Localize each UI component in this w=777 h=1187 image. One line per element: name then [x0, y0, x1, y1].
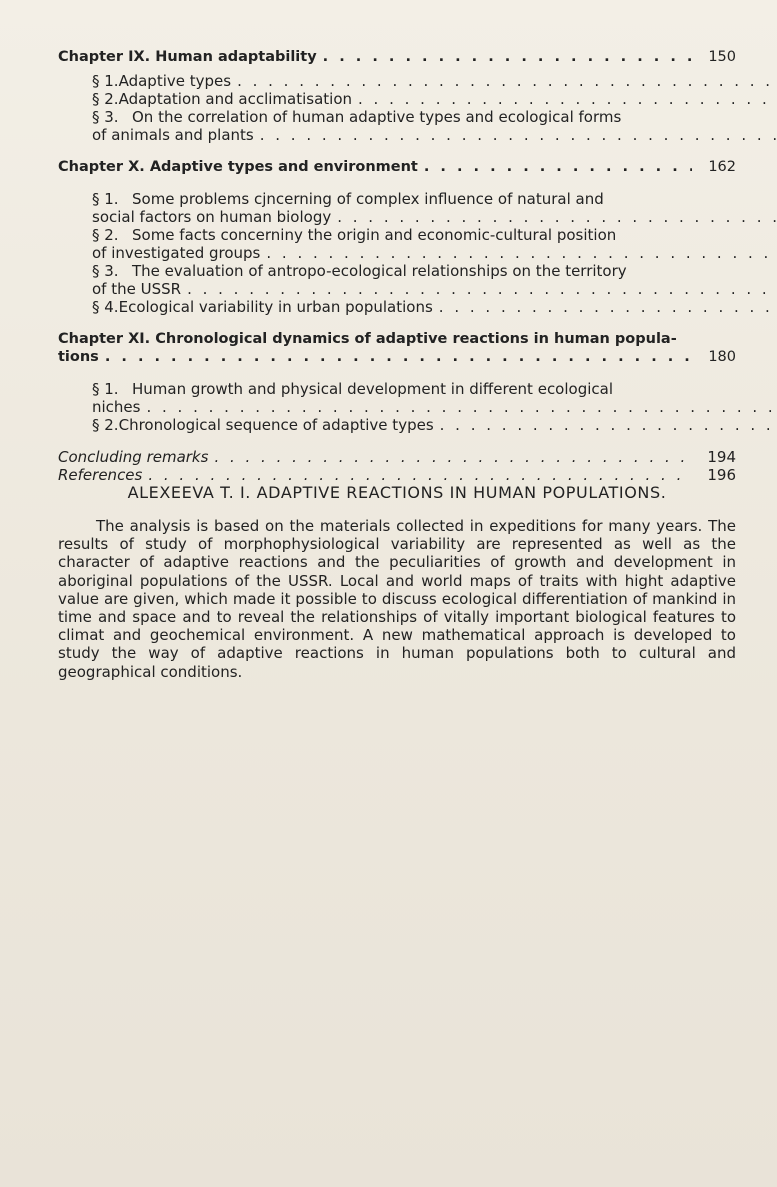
section-title-line1: Some problems cjncerning of complex influence of natural and [132, 190, 604, 208]
section-entry-cont [92, 244, 736, 262]
abstract-text: The analysis is based on the materials collected in expeditions for many years. The results of study of morphophysiological variability are represented as well as the character of adaptive reactions and the peculiarities of growth and development in aboriginal populations of the USSR. Local and world maps of traits with hight adaptive value are given, which made it possible to discuss ecological differentiation of mankind in time and space and to reveal the relationships of vitally important biological features to climat and geochemical environment. A new mathematical approach is developed to study the way of adaptive reactions in human populations both to cultural and geographical conditions. [58, 517, 736, 681]
section-title: Adaptive types [118, 72, 232, 90]
chapter-title: Chapter X. Adaptive types and environment [58, 159, 418, 175]
dot-leader [440, 416, 777, 434]
chapter-title-line2: tions [58, 349, 99, 365]
dot-leader [148, 466, 692, 484]
dot-leader [105, 348, 692, 366]
section-title: Ecological variability in urban populations [118, 298, 433, 316]
references-label: References [58, 466, 143, 484]
section-title-line1: On the correlation of human adaptive types and ecological forms [132, 108, 622, 126]
page-number: 196 [707, 466, 736, 484]
dot-leader [266, 244, 777, 262]
chapter-10-sections [58, 190, 736, 316]
section-title: Adaptation and acclimatisation [118, 90, 353, 108]
section-entry-cont [92, 280, 736, 298]
section-entry [92, 416, 736, 434]
references-entry [58, 466, 736, 484]
chapter-9-sections [58, 72, 736, 144]
dot-leader [187, 280, 777, 298]
dot-leader [260, 126, 777, 144]
section-number: § 2. [92, 90, 119, 108]
section-entry [92, 108, 736, 126]
chapter-9-entry [58, 48, 736, 66]
page-number: 162 [708, 159, 736, 175]
chapter-title-line1: Chapter XI. Chronological dynamics of adaptive reactions in human popula- [58, 331, 677, 347]
section-number: § 3. [92, 108, 119, 126]
section-entry [92, 298, 736, 316]
dot-leader [439, 298, 777, 316]
section-number: § 2. [92, 226, 119, 244]
table-of-contents [58, 48, 736, 484]
chapter-11-sections [58, 380, 736, 434]
dot-leader [424, 158, 692, 176]
section-entry [92, 72, 736, 90]
chapter-10-entry [58, 158, 736, 176]
chapter-11-entry [58, 330, 736, 366]
section-entry [92, 90, 736, 108]
section-entry-cont [92, 208, 736, 226]
dot-leader [146, 398, 777, 416]
dot-leader [214, 448, 692, 466]
section-title-line1: Some facts concerniny the origin and economic-cultural position [132, 226, 617, 244]
section-number: § 2. [92, 416, 119, 434]
section-entry-cont [92, 398, 736, 416]
section-entry-cont [92, 126, 736, 144]
chapter-title: Chapter IX. Human adaptability [58, 49, 317, 65]
section-entry [92, 190, 736, 208]
section-number: § 1. [92, 380, 119, 398]
section-title-line2: of the USSR [92, 280, 182, 298]
abstract-title: ALEXEEVA T. I. ADAPTIVE REACTIONS IN HUMAN POPULATIONS. [127, 483, 667, 502]
concluding-remarks-label: Concluding remarks [58, 448, 209, 466]
section-title-line1: The evaluation of antropo-ecological relationships on the territory [132, 262, 627, 280]
page-number: 194 [707, 448, 736, 466]
section-title-line2: of investigated groups [92, 244, 261, 262]
dot-leader [323, 48, 692, 66]
section-number: § 1. [92, 72, 119, 90]
section-number: § 1. [92, 190, 119, 208]
section-entry [92, 380, 736, 398]
section-title-line2: social factors on human biology [92, 208, 332, 226]
page-number: 180 [708, 349, 736, 365]
concluding-remarks-entry [58, 448, 736, 466]
dot-leader [358, 90, 777, 108]
section-title-line2: of animals and plants [92, 126, 254, 144]
section-entry [92, 262, 736, 280]
page-number: 150 [708, 49, 736, 65]
section-number: § 4. [92, 298, 119, 316]
section-number: § 3. [92, 262, 119, 280]
dot-leader [237, 72, 777, 90]
section-entry [92, 226, 736, 244]
dot-leader [337, 208, 777, 226]
section-title-line1: Human growth and physical development in different ecological [132, 380, 614, 398]
section-title-line2: niches [92, 398, 141, 416]
section-title: Chronological sequence of adaptive types [118, 416, 434, 434]
